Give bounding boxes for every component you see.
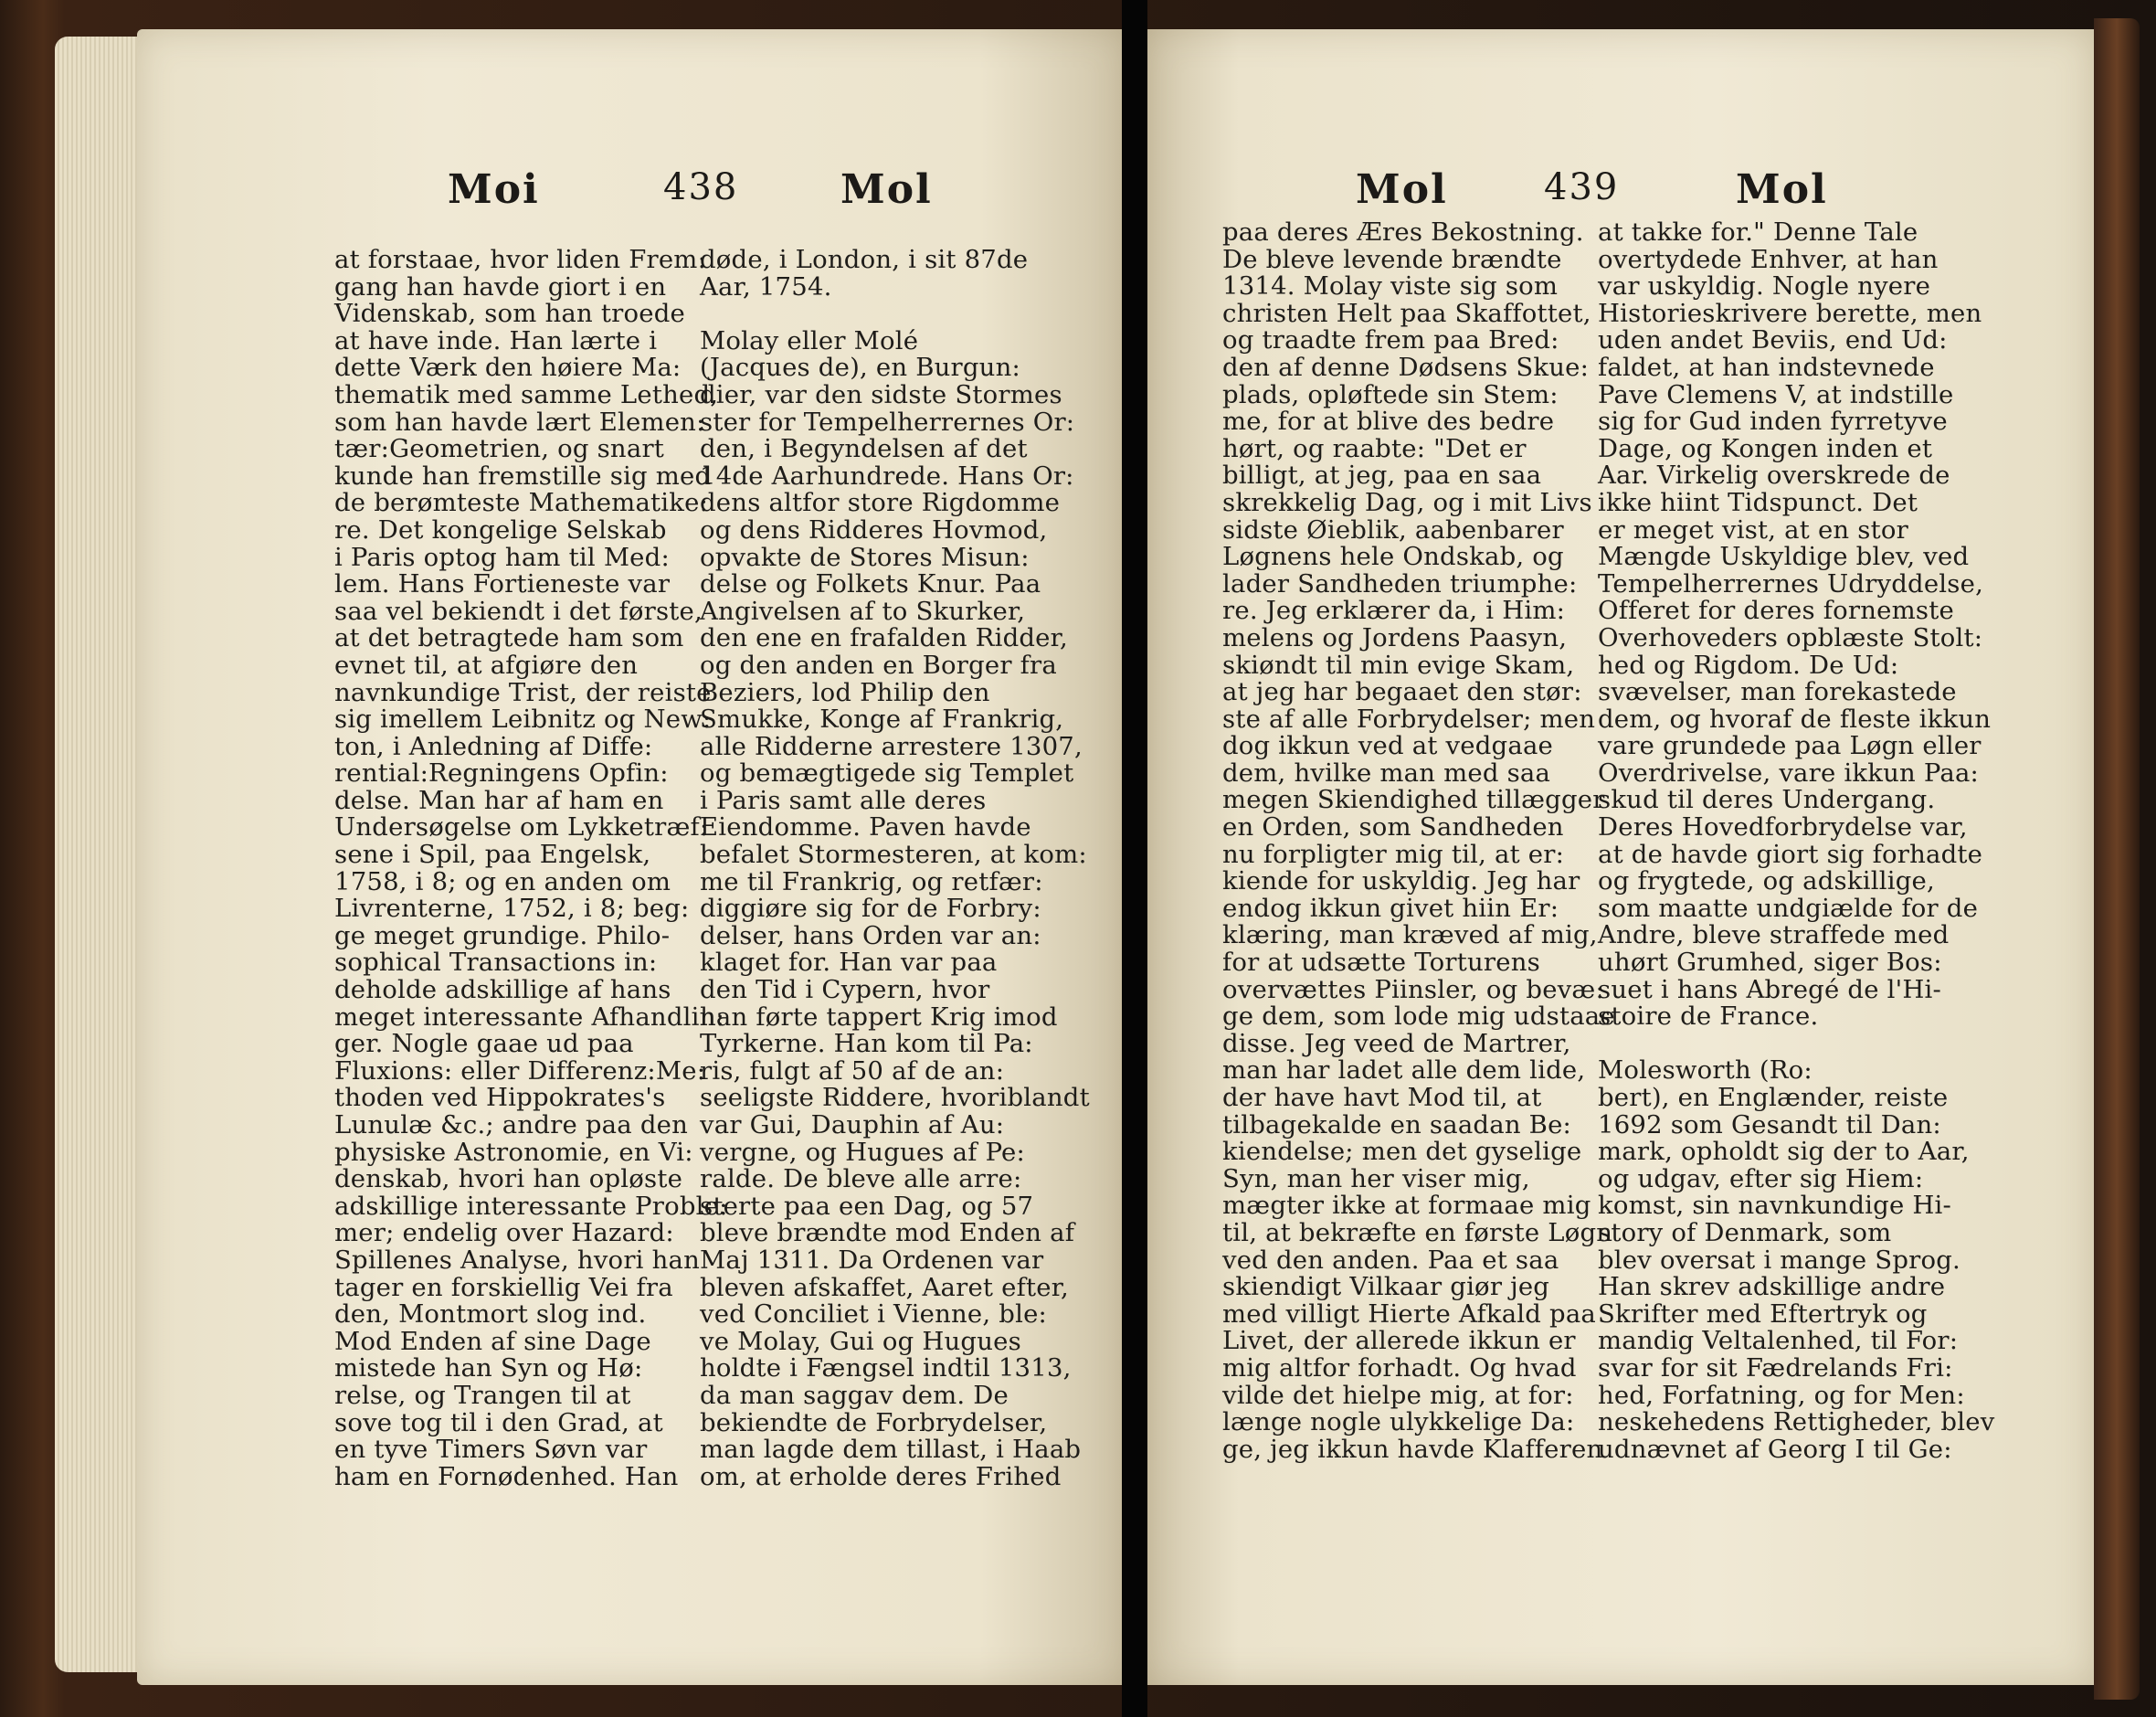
text-line: suet i hans Abregé de l'Hi- [1598, 974, 1942, 1004]
text-line: Deres Hovedforbrydelse var, [1598, 812, 1968, 843]
text-line: mer; endelig over Hazard: [334, 1218, 674, 1248]
text-line: døde, i London, i sit 87de [700, 245, 1029, 274]
text-line: til, at bekræfte en første Løgn [1222, 1217, 1613, 1247]
text-line: blev oversat i mange Sprog. [1598, 1245, 1960, 1275]
text-line: og traadte frem paa Bred: [1222, 325, 1559, 355]
text-line: der have havt Mod til, at [1222, 1083, 1542, 1112]
text-line: for at udsætte Torturens [1222, 948, 1540, 978]
text-line: overvættes Piinsler, og bevæ: [1222, 974, 1604, 1004]
text-line: og bemægtigede sig Templet [700, 758, 1074, 789]
text-line: delse. Man har af ham en [334, 785, 664, 815]
text-line: svar for sit Fædrelands Fri: [1598, 1352, 1953, 1383]
text-line: var Gui, Dauphin af Au: [700, 1110, 1005, 1139]
text-line: Lunulæ &c.; andre paa den [334, 1110, 689, 1139]
text-line: ris, fulgt af 50 af de an: [700, 1055, 1005, 1086]
text-line: relse, og Trangen til at [334, 1380, 631, 1410]
text-line: ralde. De bleve alle arre: [700, 1164, 1022, 1194]
text-line: adskillige interessante Proble: [334, 1191, 728, 1221]
text-line: dette Værk den høiere Ma: [334, 353, 682, 383]
right-page-column-1 [1222, 219, 1615, 1463]
text-line: og udgav, efter sig Hiem: [1598, 1163, 1924, 1193]
text-line: sophical Transactions in: [334, 948, 658, 978]
text-line: Maj 1311. Da Ordenen var [700, 1245, 1044, 1275]
text-line: kunde han fremstille sig med [334, 461, 712, 491]
right-page-column-2 [1598, 219, 1994, 1463]
text-line: dem, hvilke man med saa [1222, 758, 1551, 788]
text-line: skrekkelig Dag, og i mit Livs [1222, 487, 1592, 517]
text-line: Videnskab, som han troede [334, 299, 685, 329]
text-line: Eiendomme. Paven havde [700, 812, 1031, 843]
text-line: 14de Aarhundrede. Hans Or: [700, 461, 1074, 491]
text-line: tær:Geometrien, og snart [334, 434, 665, 464]
text-line: skiøndt til min evige Skam, [1222, 650, 1575, 680]
text-line: Historieskrivere berette, men [1598, 298, 1982, 328]
text-line: og den anden en Borger fra [700, 650, 1057, 680]
text-line: den ene en frafalden Ridder, [700, 623, 1068, 653]
text-line: som maatte undgiælde for de [1598, 893, 1979, 923]
text-line: bleven afskaffet, Aaret efter, [700, 1272, 1069, 1302]
text-line: at de havde giort sig forhadte [1598, 839, 1983, 869]
text-line: saa vel bekiendt i det første, [334, 596, 703, 626]
text-line: Overhoveders opblæste Stolt: [1598, 622, 1983, 652]
text-line: ham en Fornødenhed. Han [334, 1461, 679, 1491]
text-line: Han skrev adskillige andre [1598, 1272, 1946, 1302]
book-gutter [1122, 0, 1147, 1717]
text-line: han førte tappert Krig imod [700, 1002, 1058, 1032]
text-line: sidste Øieblik, aabenbarer [1222, 514, 1564, 545]
text-line: hed og Rigdom. De Ud: [1598, 650, 1899, 680]
text-line: sterte paa een Dag, og 57 [700, 1191, 1034, 1221]
text-line: da man saggav dem. De [700, 1380, 1009, 1410]
right-page [1144, 29, 2094, 1685]
text-line: sig imellem Leibnitz og New: [334, 705, 712, 735]
text-line: Livrenterne, 1752, i 8; beg: [334, 894, 690, 924]
text-line: ge dem, som lode mig udstaae [1222, 1002, 1615, 1032]
text-line: den, i Begyndelsen af det [700, 434, 1028, 464]
text-line: Overdrivelse, vare ikkun Paa: [1598, 758, 1980, 788]
text-line: mægter ikke at formaae mig [1222, 1191, 1591, 1221]
text-line: overtydede Enhver, at han [1598, 244, 1939, 274]
text-line: tilbagekalde en saadan Be: [1222, 1109, 1572, 1139]
text-line: med villigt Hierte Afkald paa [1222, 1298, 1597, 1329]
text-line: mistede han Syn og Hø: [334, 1353, 643, 1383]
text-line: Syn, man her viser mig, [1222, 1163, 1530, 1193]
text-line: befalet Stormesteren, at kom: [700, 840, 1087, 870]
text-line: om, at erholde deres Frihed [700, 1461, 1062, 1491]
text-line: rential:Regningens Opfin: [334, 758, 669, 789]
text-line: faldet, at han indstevnede [1598, 352, 1935, 382]
text-line: Pave Clemens V, at indstille [1598, 379, 1954, 409]
text-line: at takke for." Denne Tale [1598, 217, 1918, 247]
text-line: hed, Forfatning, og for Men: [1598, 1380, 1965, 1410]
text-line: delse og Folkets Knur. Paa [700, 569, 1041, 599]
text-line: Spillenes Analyse, hvori han [334, 1245, 701, 1275]
text-line: skud til deres Undergang. [1598, 785, 1936, 815]
text-line: (Jacques de), en Burgun: [700, 353, 1020, 383]
text-line: og dens Ridderes Hovmod, [700, 514, 1048, 545]
text-line: en tyve Timers Søvn var [334, 1435, 648, 1465]
text-line: mandig Veltalenhed, til For: [1598, 1326, 1959, 1356]
text-line: at forstaae, hvor liden Frem: [334, 245, 707, 274]
text-line: ton, i Anledning af Diffe: [334, 731, 653, 761]
text-line: at det betragtede ham som [334, 623, 684, 653]
text-line: er meget vist, at en stor [1598, 514, 1908, 545]
text-line: Undersøgelse om Lykketræf: [334, 812, 709, 843]
book-cover-edge [2094, 18, 2140, 1700]
right-running-head-left: Mol [1356, 166, 1448, 213]
text-line: Andre, bleve straffede med [1598, 920, 1950, 950]
text-line [1598, 1031, 1994, 1058]
text-line: christen Helt paa Skaffottet, [1222, 298, 1591, 328]
text-line: disse. Jeg veed de Martrer, [1222, 1028, 1571, 1058]
text-line [700, 301, 1090, 328]
text-line: holdte i Fængsel indtil 1313, [700, 1353, 1072, 1383]
text-line: mig altfor forhadt. Og hvad [1222, 1352, 1577, 1383]
text-line: thoden ved Hippokrates's [334, 1083, 666, 1113]
text-line: svævelser, man forekastede [1598, 677, 1957, 707]
text-line: Dage, og Kongen inden et [1598, 433, 1933, 463]
text-line: megen Skiendighed tillægger [1222, 785, 1605, 815]
text-line: re. Det kongelige Selskab [334, 514, 667, 545]
text-line: meget interessante Afhandlin: [334, 1002, 725, 1032]
text-line: Beziers, lod Philip den [700, 677, 990, 707]
text-line: vilde det hielpe mig, at for: [1222, 1380, 1574, 1410]
left-page-number: 438 [663, 166, 739, 208]
text-line: me, for at blive des bedre [1222, 407, 1555, 437]
left-page-column-1 [334, 247, 728, 1490]
text-line: den, Montmort slog ind. [334, 1299, 647, 1330]
text-line: Molay eller Molé [700, 325, 919, 355]
text-line: Tempelherrernes Udryddelse, [1598, 568, 1984, 599]
text-line: delser, hans Orden var an: [700, 920, 1041, 950]
left-running-head-right: Mol [840, 166, 933, 213]
text-line: endog ikkun givet hiin Er: [1222, 893, 1559, 923]
text-line: bleve brændte mod Enden af [700, 1218, 1075, 1248]
text-line: bekiendte de Forbrydelser, [700, 1407, 1048, 1437]
text-line: me til Frankrig, og retfær: [700, 866, 1043, 896]
text-line: var uskyldig. Nogle nyere [1598, 271, 1931, 302]
text-line: billigt, at jeg, paa en saa [1222, 461, 1542, 491]
text-line: Løgnens hele Ondskab, og [1222, 542, 1564, 572]
text-line: dier, var den sidste Stormes [700, 379, 1062, 409]
text-line: paa deres Æres Bekostning. [1222, 217, 1584, 247]
text-line: ved den anden. Paa et saa [1222, 1245, 1559, 1275]
text-line: udnævnet af Georg I til Ge: [1598, 1434, 1952, 1464]
text-line: melens og Jordens Paasyn, [1222, 622, 1568, 652]
text-line: klaget for. Han var paa [700, 948, 998, 978]
text-line: opvakte de Stores Misun: [700, 542, 1030, 572]
text-line: ved Conciliet i Vienne, ble: [700, 1299, 1048, 1330]
right-page-number: 439 [1544, 166, 1620, 208]
right-running-head-right: Mol [1736, 166, 1828, 213]
text-line: længe nogle ulykkelige Da: [1222, 1407, 1575, 1437]
text-line: re. Jeg erklærer da, i Him: [1222, 596, 1566, 626]
text-line: ste af alle Forbrydelser; men [1222, 704, 1596, 734]
text-line: at have inde. Han lærte i [334, 325, 658, 355]
text-line: 1758, i 8; og en anden om [334, 866, 671, 896]
text-line: vergne, og Hugues af Pe: [700, 1137, 1025, 1167]
text-line: skiendigt Vilkaar giør jeg [1222, 1272, 1550, 1302]
text-line: lader Sandheden triumphe: [1222, 568, 1578, 599]
text-line: de berømteste Mathematike: [334, 488, 709, 518]
text-line: dog ikkun ved at vedgaae [1222, 731, 1554, 761]
text-line: ge meget grundige. Philo- [334, 920, 671, 950]
text-line: Angivelsen af to Skurker, [700, 596, 1026, 626]
text-line: man har ladet alle dem lide, [1222, 1055, 1586, 1086]
text-line: 1314. Molay viste sig som [1222, 271, 1559, 302]
text-line: denskab, hvori han opløste [334, 1164, 683, 1194]
text-line: Livet, der allerede ikkun er [1222, 1326, 1576, 1356]
text-line: uden andet Beviis, end Ud: [1598, 325, 1948, 355]
text-line: Mod Enden af sine Dage [334, 1326, 651, 1356]
text-line: stoire de France. [1598, 1002, 1819, 1032]
text-line: i Paris samt alle deres [700, 785, 987, 815]
text-line: kiendelse; men det gyselige [1222, 1137, 1582, 1167]
text-line: bert), en Englænder, reiste [1598, 1083, 1949, 1112]
text-line: story of Denmark, som [1598, 1217, 1892, 1247]
text-line: thematik med samme Lethed, [334, 379, 719, 409]
text-line: Tyrkerne. Han kom til Pa: [700, 1029, 1033, 1059]
text-line: ve Molay, Gui og Hugues [700, 1326, 1021, 1356]
text-line: tager en forskiellig Vei fra [334, 1272, 673, 1302]
text-line: ger. Nogle gaae ud paa [334, 1029, 634, 1059]
left-page [137, 29, 1128, 1685]
text-line: navnkundige Trist, der reiste [334, 677, 712, 707]
text-line: neskehedens Rettigheder, blev [1598, 1407, 1995, 1437]
text-line: Aar. Virkelig overskrede de [1598, 461, 1950, 491]
text-line: vare grundede paa Løgn eller [1598, 731, 1982, 761]
text-line: komst, sin navnkundige Hi- [1598, 1191, 1952, 1221]
text-line: Smukke, Konge af Frankrig, [700, 705, 1064, 735]
text-line: Fluxions: eller Differenz:Me: [334, 1055, 706, 1086]
text-line: man lagde dem tillast, i Haab [700, 1435, 1082, 1465]
text-line: Skrifter med Eftertryk og [1598, 1298, 1928, 1329]
text-line: Aar, 1754. [700, 271, 832, 302]
text-line: 1692 som Gesandt til Dan: [1598, 1109, 1941, 1139]
text-line: mark, opholdt sig der to Aar, [1598, 1137, 1970, 1167]
text-line: den Tid i Cypern, hvor [700, 975, 990, 1005]
text-line: at jeg har begaaet den stør: [1222, 677, 1582, 707]
text-line: diggiøre sig for de Forbry: [700, 894, 1041, 924]
text-line: sig for Gud inden fyrretyve [1598, 407, 1948, 437]
text-line: Mængde Uskyldige blev, ved [1598, 542, 1970, 572]
text-line: uhørt Grumhed, siger Bos: [1598, 948, 1942, 978]
text-line: ikke hiint Tidspunct. Det [1598, 487, 1918, 517]
text-line: den af denne Dødsens Skue: [1222, 352, 1590, 382]
text-line: plads, opløftede sin Stem: [1222, 379, 1559, 409]
text-line: sene i Spil, paa Engelsk, [334, 840, 651, 870]
text-line: dens altfor store Rigdomme [700, 488, 1061, 518]
text-line: kiende for uskyldig. Jeg har [1222, 866, 1580, 896]
text-line: alle Ridderne arrestere 1307, [700, 731, 1083, 761]
text-line: ster for Tempelherrernes Or: [700, 407, 1075, 437]
text-line: Offeret for deres fornemste [1598, 596, 1954, 626]
text-line: evnet til, at afgiøre den [334, 650, 639, 680]
text-line: De bleve levende brændte [1222, 244, 1562, 274]
text-line: deholde adskillige af hans [334, 975, 671, 1005]
text-line: sove tog til i den Grad, at [334, 1407, 663, 1437]
text-line: i Paris optog ham til Med: [334, 542, 670, 572]
text-line: som han havde lært Elemen: [334, 407, 705, 437]
text-line: physiske Astronomie, en Vi: [334, 1137, 693, 1167]
text-line: en Orden, som Sandheden [1222, 812, 1564, 843]
text-line: klæring, man kræved af mig, [1222, 920, 1598, 950]
text-line: og frygtede, og adskillige, [1598, 866, 1935, 896]
left-page-column-2 [700, 247, 1090, 1490]
text-line: dem, og hvoraf de fleste ikkun [1598, 704, 1992, 734]
text-line: seeligste Riddere, hvoriblandt [700, 1083, 1090, 1113]
text-line: ge, jeg ikkun havde Klafferen [1222, 1434, 1603, 1464]
text-line: lem. Hans Fortieneste var [334, 569, 671, 599]
text-line: hørt, og raabte: "Det er [1222, 433, 1527, 463]
text-line: nu forpligter mig til, at er: [1222, 839, 1565, 869]
text-line: gang han havde giort i en [334, 271, 667, 302]
text-line: Molesworth (Ro: [1598, 1055, 1813, 1086]
left-running-head-left: Moi [448, 166, 540, 213]
